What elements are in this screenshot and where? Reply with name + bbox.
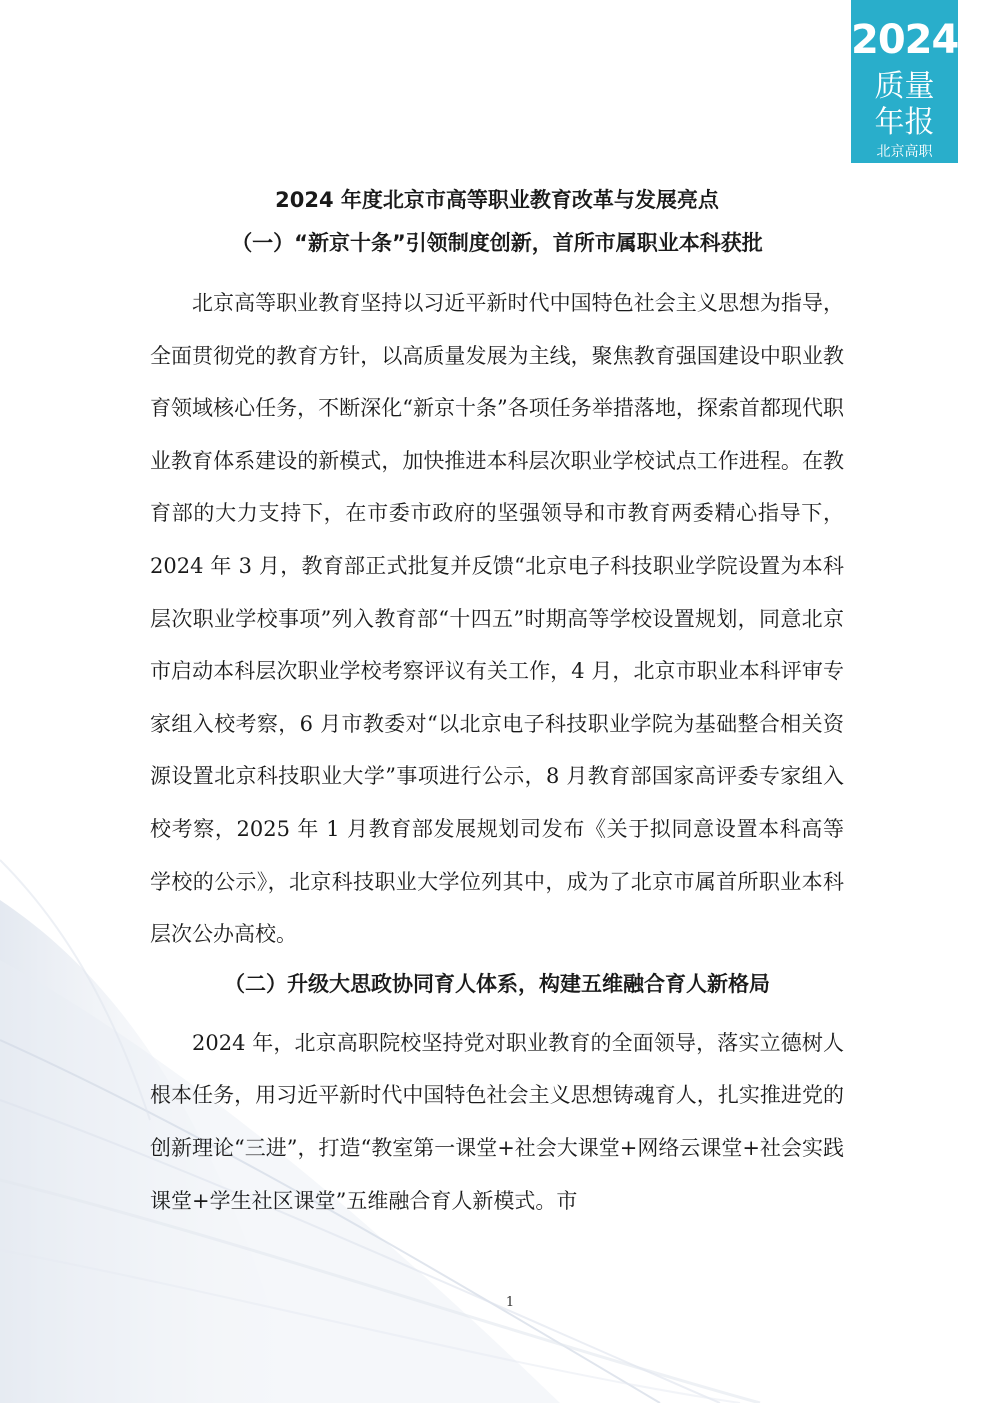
badge-line-quality: 质量 <box>874 69 935 104</box>
section-paragraph-2: 2024 年，北京高职院校坚持党对职业教育的全面领导，落实立德树人根本任务，用习近平新时代中国特色社会主义思想铸魂育人，扎实推进党的创新理论“三进”，打造“教室第一课堂+社会大课堂+网络云课堂+社会实践课堂+学生社区课堂”五维融合育人新模式。市 <box>150 1030 844 1213</box>
section-heading-2: （二）升级大思政协同育人体系，构建五维融合育人新格局 <box>224 971 770 996</box>
section-heading-1: （一）“新京十条”引领制度创新，首所市属职业本科获批 <box>231 231 763 255</box>
document-body <box>150 180 844 1227</box>
document-title: 2024 年度北京市高等职业教育改革与发展亮点 <box>275 188 719 212</box>
annual-report-badge <box>851 0 958 163</box>
section-paragraph-1: 北京高等职业教育坚持以习近平新时代中国特色社会主义思想为指导，全面贯彻党的教育方针，以高质量发展为主线，聚焦教育强国建设中职业教育领域核心任务，不断深化“新京十条”各项任务举措落地，探索首都现代职业教育体系建设的新模式，加快推进本科层次职业学校试点工作进程。在教育部的大力支持下，在市委市政府的坚强领导和市教育两委精心指导下，2024 年 3 月，教育部正式批复并反馈“北京电子科技职业学院设置为本科层次职业学校事项”列入教育部“十四五”时期高等学校设置规划，同意北京市启动本科层次职业学校考察评议有关工作，4 月，北京市职业本科评审专家组入校考察，6 月市教委对“以北京电子科技职业学院为基础整合相关资源设置北京科技职业大学”事项进行公示，8 月教育部国家高评委专家组入校考察，2025 年 1 月教育部发展规划司发布《关于拟同意设置本科高等学校的公示》，北京科技职业大学位列其中，成为了北京市属首所职业本科层次公办高校。 <box>150 291 844 947</box>
badge-year: 2024 <box>851 17 959 63</box>
page-number: 1 <box>505 1295 515 1310</box>
badge-line-report: 年报 <box>874 105 935 140</box>
badge-subtitle: 北京高职 <box>876 144 933 160</box>
